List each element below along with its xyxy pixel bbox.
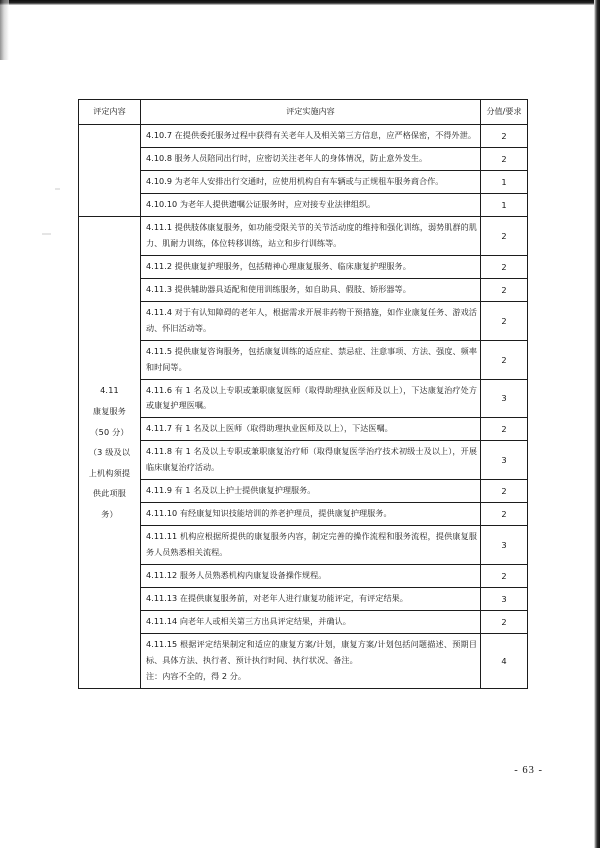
score-cell: 2 (481, 564, 528, 587)
score-cell: 2 (481, 302, 528, 341)
item-text: 4.11.8 有 1 名及以上专职或兼职康复治疗师（取得康复医学治疗技术初级士及以上），开展临床康复治疗活动。 (146, 446, 477, 473)
score-cell: 2 (481, 418, 528, 441)
item-content-cell (141, 171, 481, 194)
category-line: （3 级及以 (88, 447, 131, 458)
score-cell: 1 (481, 194, 528, 217)
table-row (79, 564, 528, 587)
scan-edge-right (594, 0, 600, 848)
table-row (79, 302, 528, 341)
table-row (79, 279, 528, 302)
item-content-cell (141, 502, 481, 525)
item-text: 4.10.8 服务人员陪同出行时，应密切关注老年人的身体情况，防止意外发生。 (146, 153, 428, 164)
table-row (79, 587, 528, 610)
score-cell: 2 (481, 502, 528, 525)
score-cell: 4 (481, 634, 528, 688)
item-text: 4.11.3 提供辅助器具适配和使用训练服务，如自助具、假肢、矫形器等。 (146, 284, 411, 295)
table-row (79, 194, 528, 217)
item-text: 4.11.11 机构应根据所提供的康复服务内容，制定完善的操作流程和服务流程，提供康复服务人员熟悉相关流程。 (146, 531, 477, 557)
table-row (79, 171, 528, 194)
score-cell: 2 (481, 217, 528, 256)
table-row (79, 217, 528, 256)
item-content-cell (141, 279, 481, 302)
item-content-cell (141, 611, 481, 634)
item-content-cell (141, 340, 481, 379)
table-row (79, 502, 528, 525)
category-line: 康复服务 (92, 405, 127, 416)
score-cell: 2 (481, 611, 528, 634)
table-row (79, 340, 528, 379)
score-cell: 2 (481, 340, 528, 379)
item-text: 4.11.14 向老年人或相关第三方出具评定结果，并确认。 (146, 616, 351, 627)
item-text: 4.11.5 提供康复咨询服务，包括康复训练的适应症、禁忌症、注意事项、方法、强度、频率和时间等。 (146, 345, 477, 372)
score-cell: 3 (481, 587, 528, 610)
score-cell: 3 (481, 526, 528, 565)
item-text: 4.10.10 为老年人提供遗嘱公证服务时，应对接专业法律组织。 (146, 199, 376, 210)
header-score: 分值/要求 (481, 100, 528, 125)
table-row (79, 379, 528, 418)
scan-edge-top (0, 0, 600, 5)
score-cell: 1 (481, 171, 528, 194)
item-text: 4.11.13 在提供康复服务前，对老年人进行康复功能评定，有评定结果。 (146, 593, 408, 604)
item-text: 4.11.4 对于有认知障碍的老年人，根据需求开展非药物干预措施，如作业康复任务、游戏活动、怀旧活动等。 (146, 307, 477, 334)
table-row (79, 441, 528, 480)
table-row (79, 418, 528, 441)
item-text: 4.11.7 有 1 名及以上医师（取得助理执业医师及以上），下达医嘱。 (146, 423, 393, 434)
item-content-cell (141, 302, 481, 341)
item-text: 4.10.7 在提供委托服务过程中获得有关老年人及相关第三方信息，应严格保密，不得外泄。 (146, 129, 476, 140)
table-header (79, 100, 528, 125)
header-content: 评定实施内容 (141, 100, 481, 125)
category-cell (79, 217, 141, 688)
page-speck (55, 188, 60, 190)
item-content-cell (141, 634, 481, 688)
category-line: 4.11 (100, 385, 119, 396)
item-text: 4.11.6 有 1 名及以上专职或兼职康复医师（取得助理执业医师及以上），下达康复治疗处方或康复护理医嘱。 (146, 384, 477, 411)
score-cell: 2 (481, 124, 528, 147)
score-cell: 2 (481, 279, 528, 302)
table-row (79, 147, 528, 170)
table-row (79, 526, 528, 565)
score-cell: 3 (481, 379, 528, 418)
item-text: 4.11.15 根据评定结果制定和适应的康复方案/计划，康复方案/计划包括问题描述、预期目标、具体方法、执行者、预计执行时间、执行状况、备注。 (146, 639, 477, 665)
header-category: 评定内容 (79, 100, 141, 125)
category-cell-continued (79, 124, 141, 217)
item-content-cell (141, 441, 481, 480)
category-line: 上机构须提 (88, 467, 131, 478)
score-cell: 2 (481, 147, 528, 170)
item-content-cell (141, 256, 481, 279)
item-content-cell (141, 379, 481, 418)
table-body (79, 124, 528, 688)
item-text: 4.11.9 有 1 名及以上护士提供康复护理服务。 (146, 484, 316, 495)
category-line: 供此项服 (92, 488, 127, 499)
item-content-cell (141, 124, 481, 147)
score-cell: 2 (481, 479, 528, 502)
item-content-cell (141, 587, 481, 610)
table-row (79, 634, 528, 688)
category-line: （50 分） (90, 426, 129, 437)
item-text: 4.10.9 为老年人安排出行交通时，应使用机构自有车辆或与正规租车服务商合作。 (146, 176, 444, 187)
table-row (79, 256, 528, 279)
category-line: 务） (101, 509, 118, 520)
item-text: 4.11.12 服务人员熟悉机构内康复设备操作规程。 (146, 569, 327, 580)
item-content-cell (141, 194, 481, 217)
item-text: 4.11.2 提供康复护理服务，包括精神心理康复服务、临床康复护理服务。 (146, 261, 411, 272)
scan-edge-left (0, 0, 9, 60)
score-cell: 2 (481, 256, 528, 279)
page-number: - 63 - (514, 765, 543, 776)
item-content-cell (141, 217, 481, 256)
item-text: 4.11.1 提供肢体康复服务，如功能受限关节的关节活动度的维持和强化训练，弱势肌群的肌力、肌耐力训练，体位转移训练，站立和步行训练等。 (146, 222, 477, 249)
table-header-row (79, 100, 528, 125)
item-content-cell (141, 418, 481, 441)
item-content-cell (141, 147, 481, 170)
table-row (79, 611, 528, 634)
item-content-cell (141, 526, 481, 565)
item-content-cell (141, 479, 481, 502)
page-speck (42, 233, 51, 235)
item-text: 4.11.10 有经康复知识技能培训的养老护理员，提供康复护理服务。 (146, 508, 392, 519)
score-cell: 3 (481, 441, 528, 480)
evaluation-table (78, 99, 528, 689)
table-row (79, 479, 528, 502)
item-note: 注：内容不全的，得 2 分。 (146, 670, 247, 681)
table-row (79, 124, 528, 147)
item-content-cell (141, 564, 481, 587)
